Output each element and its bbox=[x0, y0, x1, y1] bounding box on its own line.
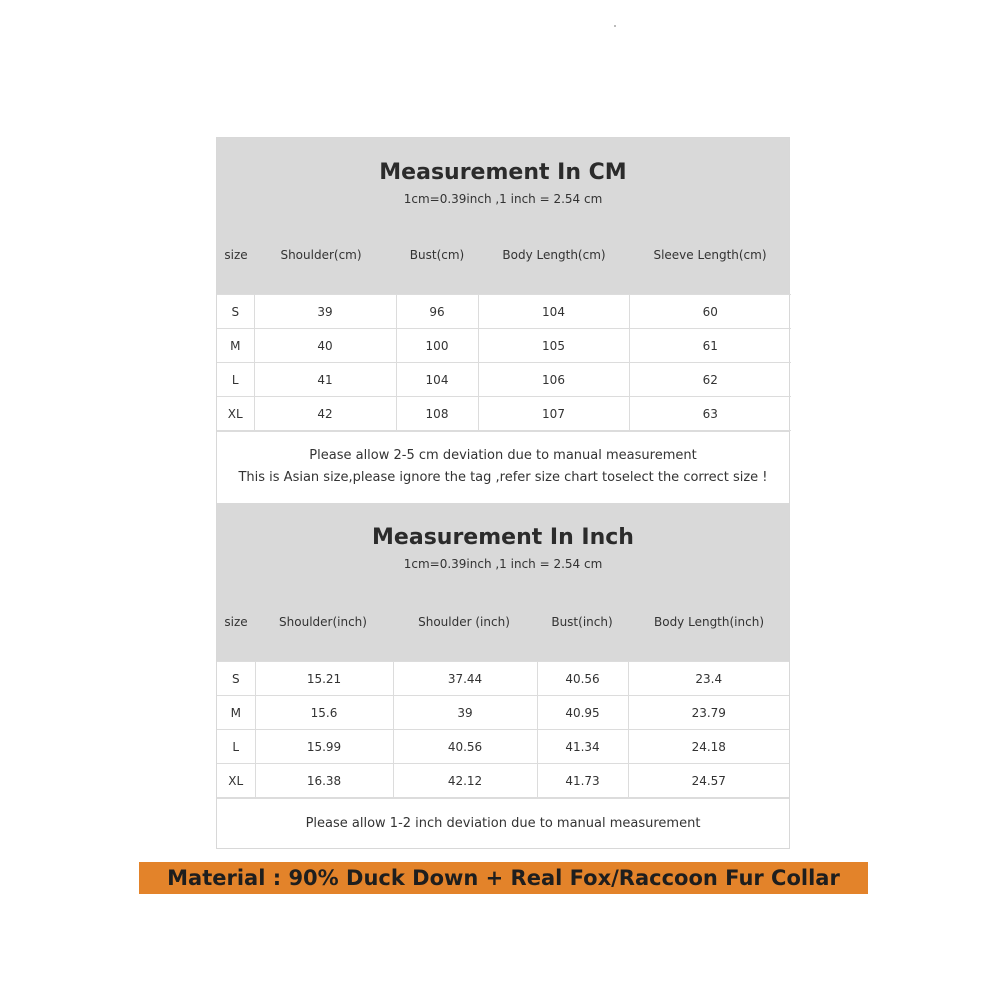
cell-bust: 41.73 bbox=[537, 764, 628, 798]
inch-header-body-length: Body Length(inch) bbox=[653, 615, 765, 629]
cm-size-table bbox=[217, 294, 791, 431]
cell-sleeve-length: 63 bbox=[629, 397, 791, 431]
cell-size: S bbox=[217, 662, 255, 696]
cm-header-bust: Bust(cm) bbox=[409, 248, 465, 262]
inch-header-shoulder-2: Shoulder (inch) bbox=[418, 615, 510, 629]
cell-shoulder-2: 37.44 bbox=[393, 662, 537, 696]
cell-size: XL bbox=[217, 397, 254, 431]
cell-body-length: 23.79 bbox=[628, 696, 789, 730]
table-row bbox=[217, 363, 791, 397]
cell-shoulder: 15.21 bbox=[255, 662, 393, 696]
cell-size: S bbox=[217, 295, 254, 329]
cell-body-length: 105 bbox=[478, 329, 629, 363]
cm-header-body-length: Body Length(cm) bbox=[502, 248, 606, 262]
cm-column-headers bbox=[217, 226, 789, 284]
cell-shoulder: 15.6 bbox=[255, 696, 393, 730]
inch-header-size: size bbox=[224, 615, 248, 629]
cell-shoulder: 15.99 bbox=[255, 730, 393, 764]
cell-bust: 96 bbox=[396, 295, 478, 329]
table-row bbox=[217, 295, 791, 329]
table-row bbox=[217, 397, 791, 431]
cm-header-shoulder: Shoulder(cm) bbox=[280, 248, 362, 262]
cell-bust: 108 bbox=[396, 397, 478, 431]
cell-shoulder: 39 bbox=[254, 295, 396, 329]
table-row bbox=[217, 764, 789, 798]
cell-shoulder: 40 bbox=[254, 329, 396, 363]
inch-header-bust: Bust(inch) bbox=[551, 615, 613, 629]
cell-shoulder-2: 42.12 bbox=[393, 764, 537, 798]
cell-body-length: 107 bbox=[478, 397, 629, 431]
cell-bust: 100 bbox=[396, 329, 478, 363]
inch-column-headers bbox=[217, 593, 789, 651]
cm-conversion-note: 1cm=0.39inch ,1 inch = 2.54 cm bbox=[403, 192, 603, 206]
cell-body-length: 104 bbox=[478, 295, 629, 329]
table-row bbox=[217, 662, 789, 696]
inch-section-header bbox=[217, 503, 789, 661]
cell-body-length: 23.4 bbox=[628, 662, 789, 696]
cell-size: L bbox=[217, 730, 255, 764]
cell-body-length: 24.18 bbox=[628, 730, 789, 764]
cell-size: M bbox=[217, 329, 254, 363]
cell-shoulder: 41 bbox=[254, 363, 396, 397]
cell-size: L bbox=[217, 363, 254, 397]
cm-note-line-1: Please allow 2-5 cm deviation due to manual measurement bbox=[309, 448, 697, 463]
cell-bust: 40.56 bbox=[537, 662, 628, 696]
cell-bust: 104 bbox=[396, 363, 478, 397]
table-row bbox=[217, 696, 789, 730]
cell-shoulder: 16.38 bbox=[255, 764, 393, 798]
cell-sleeve-length: 60 bbox=[629, 295, 791, 329]
size-chart bbox=[216, 137, 790, 849]
inch-deviation-note bbox=[217, 798, 789, 848]
cm-deviation-note bbox=[217, 431, 789, 503]
inch-size-table bbox=[217, 661, 789, 798]
material-banner: Material : 90% Duck Down + Real Fox/Raccoon Fur Collar bbox=[139, 862, 868, 894]
table-row bbox=[217, 329, 791, 363]
cm-header-sleeve-length: Sleeve Length(cm) bbox=[653, 248, 767, 262]
cell-shoulder-2: 40.56 bbox=[393, 730, 537, 764]
cell-body-length: 24.57 bbox=[628, 764, 789, 798]
cell-shoulder-2: 39 bbox=[393, 696, 537, 730]
cm-section-title: Measurement In CM bbox=[379, 160, 627, 185]
cell-size: M bbox=[217, 696, 255, 730]
cm-header-size: size bbox=[224, 248, 248, 262]
cm-section-header bbox=[217, 138, 789, 294]
cell-sleeve-length: 62 bbox=[629, 363, 791, 397]
inch-note-line-1: Please allow 1-2 inch deviation due to manual measurement bbox=[305, 816, 701, 831]
stray-dot bbox=[614, 25, 616, 27]
cell-sleeve-length: 61 bbox=[629, 329, 791, 363]
inch-conversion-note: 1cm=0.39inch ,1 inch = 2.54 cm bbox=[403, 557, 603, 571]
table-row bbox=[217, 730, 789, 764]
cm-note-line-2: This is Asian size,please ignore the tag ,refer size chart toselect the correct size ! bbox=[238, 470, 768, 485]
inch-header-shoulder: Shoulder(inch) bbox=[279, 615, 367, 629]
cell-body-length: 106 bbox=[478, 363, 629, 397]
cell-bust: 40.95 bbox=[537, 696, 628, 730]
cell-bust: 41.34 bbox=[537, 730, 628, 764]
cell-size: XL bbox=[217, 764, 255, 798]
cell-shoulder: 42 bbox=[254, 397, 396, 431]
inch-section-title: Measurement In Inch bbox=[372, 525, 634, 550]
